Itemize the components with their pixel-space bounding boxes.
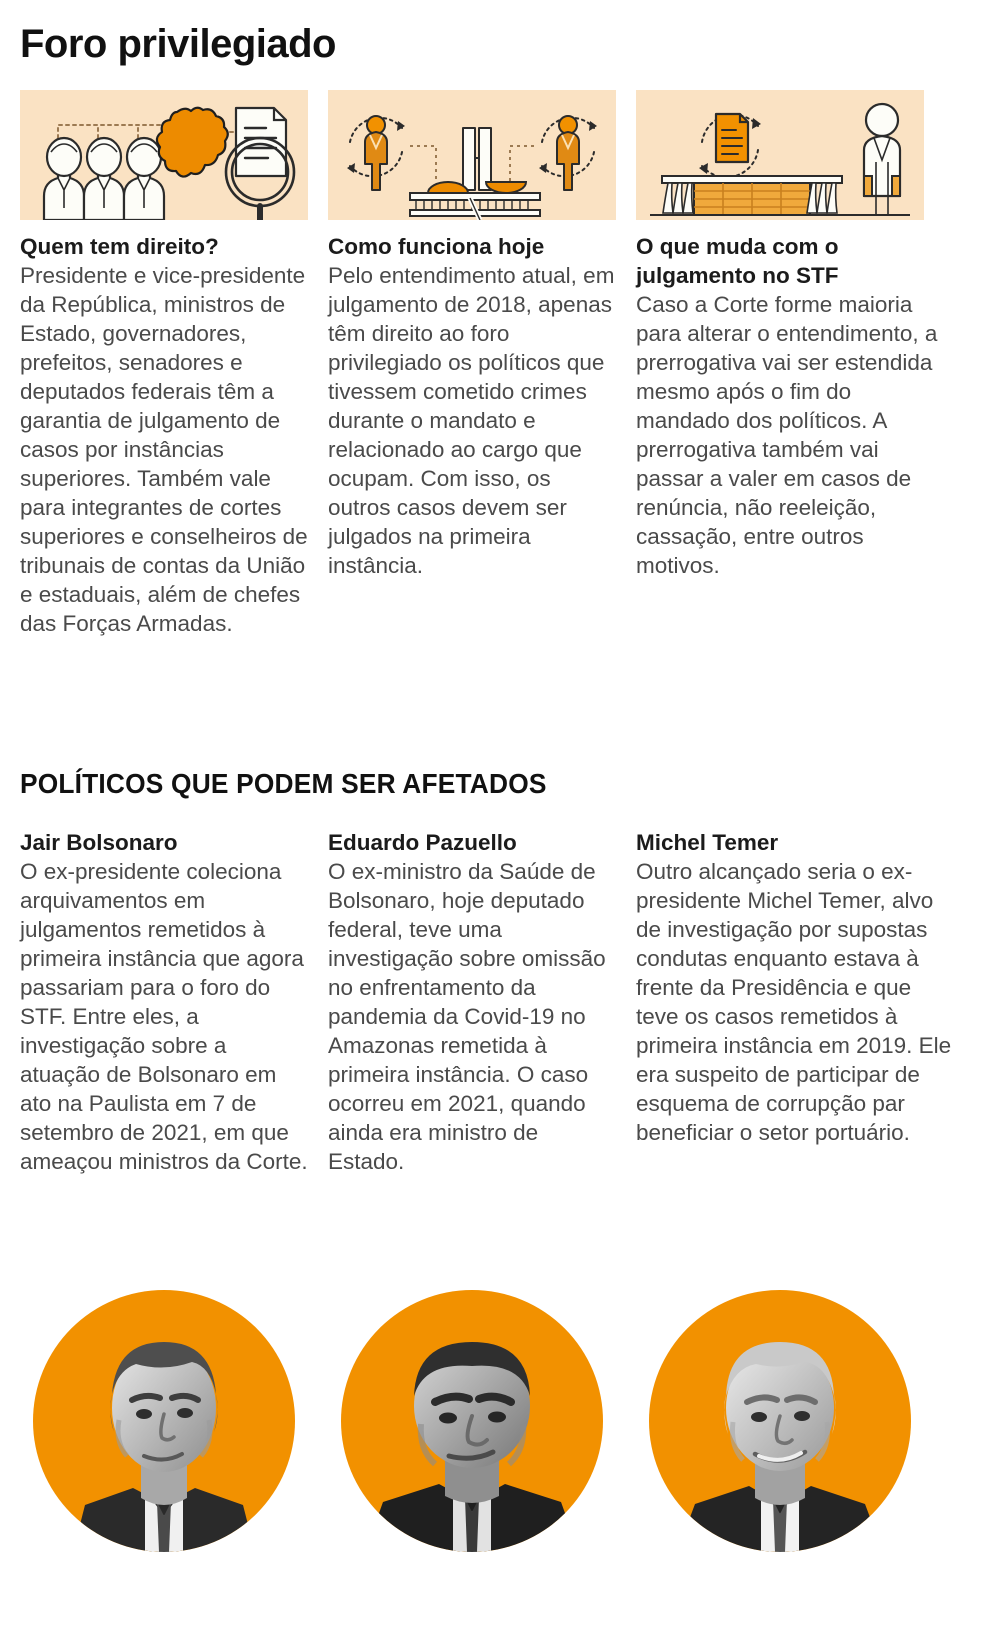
avatar-eduardo-pazuello: [341, 1290, 603, 1552]
portrait-cell-pazuello: [328, 1290, 616, 1620]
politician-name: Jair Bolsonaro: [20, 830, 178, 855]
officials-map-document-magnifier-icon: [20, 90, 308, 220]
politician-text-columns: [20, 828, 980, 1176]
column-heading: Como funciona hoje: [328, 234, 545, 259]
politician-body: O ex-ministro da Saúde de Bolsonaro, hoje deputado federal, teve uma investigação sobre omissão no enfrentamento da pandemia da Covid-19 no Amazonas remetida à primeira instância. O caso ocorreu em 2021, quando ainda era ministro de Estado.: [328, 859, 606, 1174]
illustration-panel-row: [20, 90, 964, 220]
column-o-que-muda: [636, 232, 946, 638]
politician-column-bolsonaro: [20, 828, 308, 1176]
politicians-congress-rotation-icon: [328, 90, 616, 220]
top-text-columns: [20, 232, 964, 638]
portrait-jair-bolsonaro-photo: [33, 1290, 295, 1552]
politician-body: O ex-presidente coleciona arquivamentos em julgamentos remetidos à primeira instância que agora passariam para o foro do STF. Entre eles, a investigação sobre a atuação de Bolsonaro em ato na Paulista em 7 de setembro de 2021, em que ameaçou ministros da Corte.: [20, 859, 308, 1174]
column-body: Pelo entendimento atual, em julgamento de 2018, apenas têm direito ao foro privilegiado os políticos que tivessem cometido crimes durante o mandato e relacionado ao cargo que ocupam. Com isso, os outros casos devem ser julgados na primeira instância.: [328, 263, 615, 578]
portrait-cell-temer: [636, 1290, 924, 1620]
document-rotation-stf-bench-icon: [636, 90, 924, 220]
politician-name: Eduardo Pazuello: [328, 830, 517, 855]
illustration-panel-congress: [328, 90, 616, 220]
column-quem-tem-direito: [20, 232, 308, 638]
avatar-jair-bolsonaro: [33, 1290, 295, 1552]
politician-body: Outro alcançado seria o ex-presidente Michel Temer, alvo de investigação por supostas condutas enquanto estava à frente da Presidência e que teve os casos remetidos à primeira instância em 2019. Ele era suspeito de participar de esquema de corrupção par beneficiar o setor portuário.: [636, 859, 952, 1145]
portrait-row: [20, 1290, 964, 1620]
portrait-cell-bolsonaro: [20, 1290, 308, 1620]
section-heading-politicos-afetados: POLÍTICOS QUE PODEM SER AFETADOS: [20, 768, 547, 799]
portrait-eduardo-pazuello-photo: [341, 1290, 603, 1552]
column-body: Presidente e vice-presidente da República, ministros de Estado, governadores, prefeitos, senadores e deputados federais têm a garantia de julgamento de casos por instâncias superiores. Também vale para integrantes de cortes superiores e conselheiros de tribunais de contas da União e estaduais, além de chefes das Forças Armadas.: [20, 263, 308, 636]
page-title: Foro privilegiado: [20, 22, 336, 66]
column-heading: O que muda com o julgamento no STF: [636, 234, 839, 288]
politician-column-pazuello: [328, 828, 616, 1176]
illustration-panel-stf: [636, 90, 924, 220]
column-body: Caso a Corte forme maioria para alterar o entendimento, a prerrogativa vai ser estendida mesmo após o fim do mandado dos políticos. A prerrogativa também vai passar a valer em casos de renúncia, não reeleição, cassação, entre outros motivos.: [636, 292, 938, 578]
column-heading: Quem tem direito?: [20, 234, 219, 259]
politician-column-temer: [636, 828, 954, 1176]
column-como-funciona-hoje: [328, 232, 616, 638]
portrait-michel-temer-photo: [649, 1290, 911, 1552]
avatar-michel-temer: [649, 1290, 911, 1552]
illustration-panel-officials: [20, 90, 308, 220]
politician-name: Michel Temer: [636, 830, 779, 855]
